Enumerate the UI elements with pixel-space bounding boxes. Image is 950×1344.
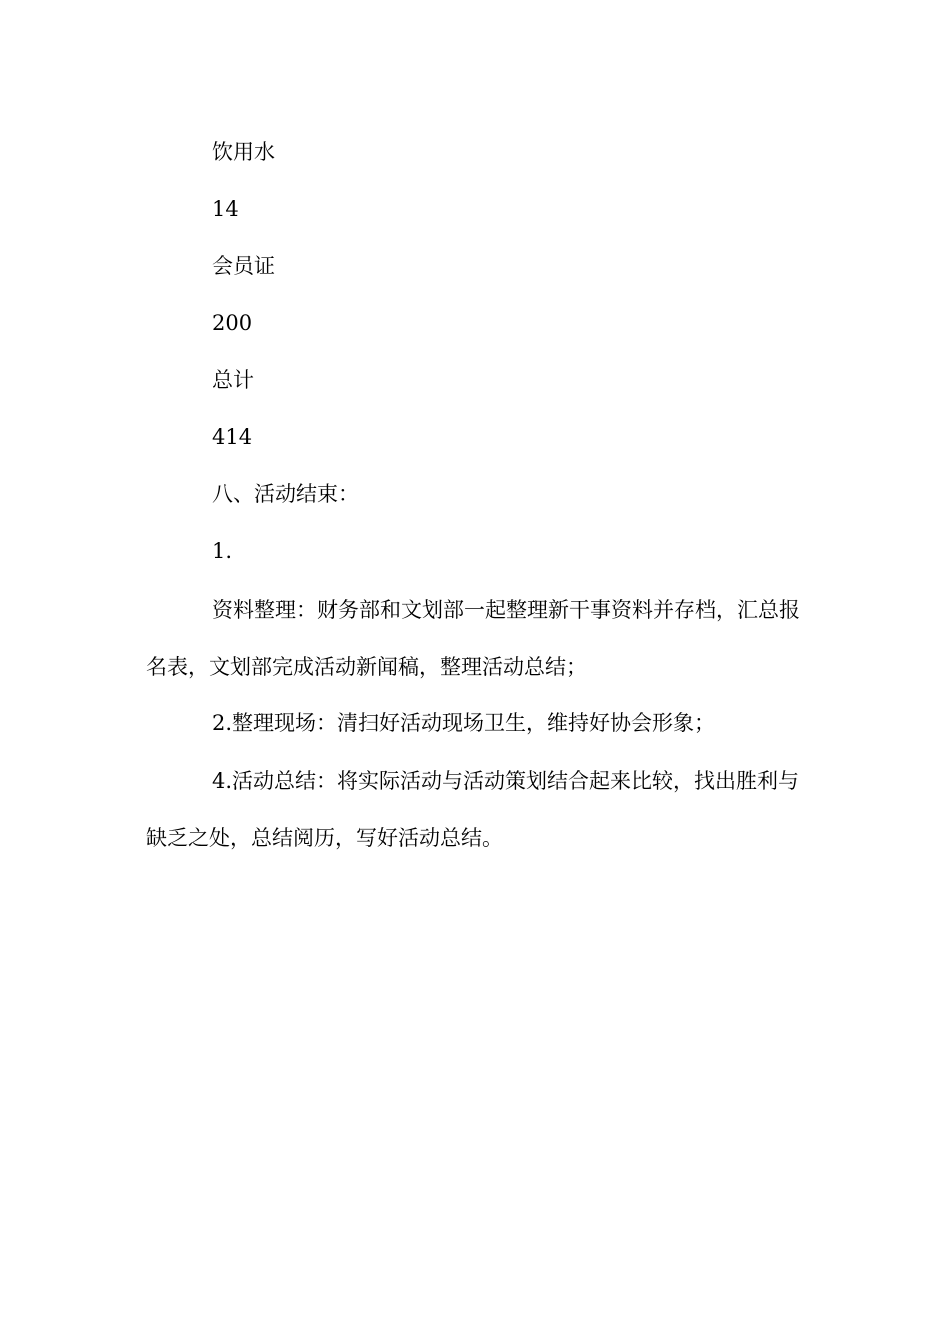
item-label-membership-card: 会员证	[212, 254, 275, 278]
item-label-drinking-water: 饮用水	[212, 140, 275, 164]
section-heading: 八、活动结束：	[212, 482, 359, 506]
step-1-number: 1.	[212, 539, 233, 563]
step-2-paragraph: 2.整理现场：清扫好活动现场卫生，维持好协会形象；	[212, 711, 716, 735]
item-value-membership-card: 200	[212, 311, 253, 335]
item-value-drinking-water: 14	[212, 197, 239, 221]
item-value-total: 414	[212, 425, 253, 449]
item-label-total: 总计	[212, 368, 254, 392]
step-4-paragraph: 4.活动总结：将实际活动与活动策划结合起来比较，找出胜利与缺乏之处，总结阅历，写好活动总结。	[146, 769, 800, 850]
step-1-paragraph: 资料整理：财务部和文划部一起整理新干事资料并存档，汇总报名表，文划部完成活动新闻稿，整理活动总结；	[146, 598, 800, 679]
